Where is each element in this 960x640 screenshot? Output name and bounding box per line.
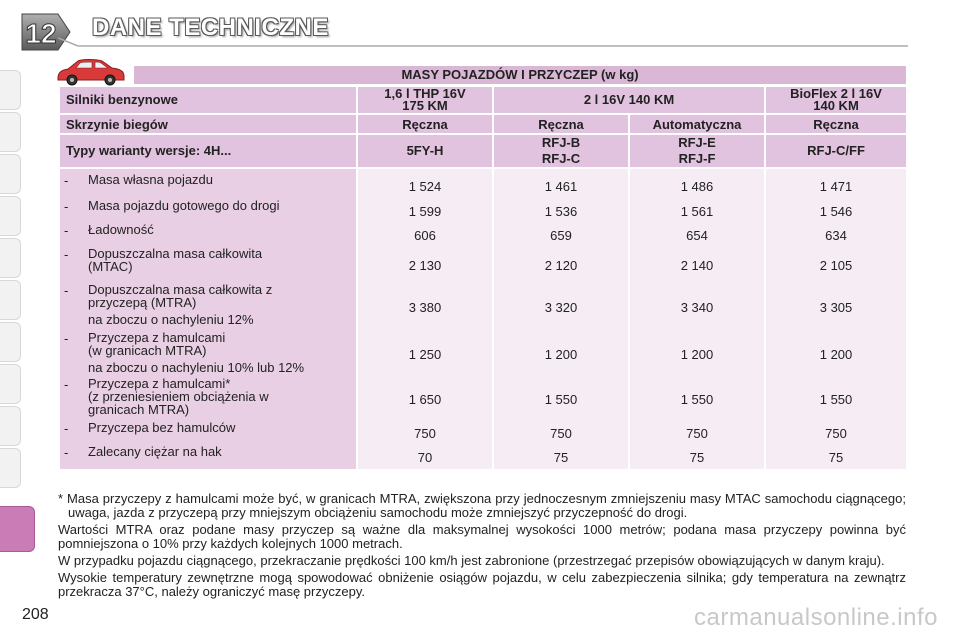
variant-cell: RFJ-E RFJ-F <box>630 135 764 167</box>
row-label <box>60 199 356 223</box>
value-cell: 1 200 <box>544 346 578 362</box>
row-labels-column <box>60 169 356 469</box>
row-dash: - <box>64 421 69 436</box>
table-caption: MASY POJAZDÓW I PRZYCZEP (w kg) <box>134 66 906 84</box>
value-cell: 1 461 <box>544 178 578 194</box>
row-dash: - <box>64 283 69 298</box>
value-cell: 750 <box>825 425 847 441</box>
value-cell: 750 <box>686 425 708 441</box>
value-cell: 1 650 <box>408 391 442 407</box>
row-dash: - <box>64 331 69 346</box>
row-label-text: Dopuszczalna masa całkowita z przyczepą (MTRA) <box>88 282 273 310</box>
chapter-tab[interactable] <box>0 70 21 110</box>
value-cell: 70 <box>417 449 433 465</box>
row-label-text: Masa własna pojazdu <box>88 172 214 187</box>
variant-cell: RFJ-C/FF <box>766 135 906 167</box>
gearbox-row <box>60 115 906 133</box>
values-column-2 <box>630 169 764 469</box>
values-column-0 <box>358 169 492 469</box>
value-cell: 750 <box>550 425 572 441</box>
value-cell: 3 340 <box>680 299 714 315</box>
value-cell: 75 <box>553 449 569 465</box>
value-cell: 606 <box>414 227 436 243</box>
row-dash: - <box>64 445 69 460</box>
value-cell: 75 <box>828 449 844 465</box>
value-cell: 1 550 <box>819 391 853 407</box>
row-label-text: Dopuszczalna masa całkowita (MTAC) <box>88 246 263 274</box>
value-cell: 1 561 <box>680 203 714 219</box>
weights-table <box>58 63 908 471</box>
variant-row <box>60 135 906 167</box>
row-label-text: Masa pojazdu gotowego do drogi <box>88 198 280 213</box>
chapter-tab[interactable] <box>0 196 21 236</box>
value-cell: 634 <box>825 227 847 243</box>
chapter-tab[interactable] <box>0 364 21 404</box>
value-cell: 3 305 <box>819 299 853 315</box>
chapter-tab[interactable] <box>0 238 21 278</box>
gearbox-cell: Automatyczna <box>630 115 764 133</box>
table-body-row <box>60 169 906 469</box>
row-label-text: Przyczepa z hamulcami* (z przeniesieniem obciążenia w granicach MTRA) <box>88 376 269 417</box>
engine-cell: BioFlex 2 l 16V 140 KM <box>766 87 906 113</box>
row-label-extra: na zboczu o nachyleniu 10% lub 12% <box>88 360 305 375</box>
value-cell: 1 471 <box>819 178 853 194</box>
value-cell: 2 140 <box>680 257 714 273</box>
row-dash: - <box>64 377 69 392</box>
value-cell: 3 320 <box>544 299 578 315</box>
gearbox-cell: Ręczna <box>358 115 492 133</box>
chapter-tab[interactable] <box>0 112 21 152</box>
page-title: DANE TECHNICZNE <box>92 14 329 41</box>
chapter-badge-icon <box>18 10 74 54</box>
variant-label: Typy warianty wersje: 4H... <box>60 135 356 167</box>
chapter-tabs <box>0 60 22 580</box>
chapter-badge <box>18 10 74 54</box>
engines-label: Silniki benzynowe <box>60 87 356 113</box>
chapter-number: 12 <box>25 18 57 49</box>
weights-table-wrapper <box>58 63 904 471</box>
engine-cell: 2 l 16V 140 KM <box>494 87 764 113</box>
row-dash: - <box>64 247 69 262</box>
row-dash: - <box>64 223 69 238</box>
chapter-tab[interactable] <box>0 448 21 488</box>
values-column-1 <box>494 169 628 469</box>
value-cell: 659 <box>550 227 572 243</box>
row-label-text: Ładowność <box>88 222 154 237</box>
footnote-asterisk: * Masa przyczepy z hamulcami może być, w granicach MTRA, zwiększona przy jednoczesnym zmniejszeniu masy MTAC samochodu ciągnącego; uwaga, jazda z przyczepą przy mniejszym obciążeniu samochodu może zmniejszyć przyczepność do drogi. <box>58 491 906 520</box>
row-label <box>60 223 356 247</box>
row-label <box>60 421 356 445</box>
value-cell: 2 130 <box>408 257 442 273</box>
row-label-text: Zalecany ciężar na hak <box>88 444 222 459</box>
footnote-paragraph: Wartości MTRA oraz podane masy przyczep są ważne dla maksymalnej wysokości 1000 metrów; podana masa przyczepy powinna być pomniejszona o 10% przy każdych kolejnych 1000 metrach. <box>58 522 906 551</box>
value-cell: 1 536 <box>544 203 578 219</box>
page-number: 208 <box>22 606 49 623</box>
gearbox-cell: Ręczna <box>766 115 906 133</box>
engines-row <box>60 87 906 113</box>
row-label <box>60 331 356 377</box>
row-label <box>60 283 356 331</box>
value-cell: 1 550 <box>680 391 714 407</box>
value-cell: 75 <box>689 449 705 465</box>
footnote-paragraph: Wysokie temperatury zewnętrzne mogą spowodować obniżenie osiągów pojazdu, w celu zabezpieczenia silnika; gdy temperatura na zewnątrz przekracza 37°C, należy ograniczyć masę przyczepy. <box>58 570 906 599</box>
chapter-tab[interactable] <box>0 406 21 446</box>
chapter-tab-active[interactable] <box>0 506 35 552</box>
row-dash: - <box>64 173 69 188</box>
value-cell: 750 <box>414 425 436 441</box>
value-cell: 1 200 <box>680 346 714 362</box>
row-label <box>60 445 356 469</box>
header-divider <box>58 37 908 47</box>
value-cell: 1 599 <box>408 203 442 219</box>
value-cell: 1 524 <box>408 178 442 194</box>
row-label-text: Przyczepa z hamulcami (w granicach MTRA) <box>88 330 226 358</box>
gearbox-cell: Ręczna <box>494 115 628 133</box>
row-label <box>60 377 356 421</box>
value-cell: 1 486 <box>680 178 714 194</box>
engine-cell: 1,6 l THP 16V 175 KM <box>358 87 492 113</box>
value-cell: 1 550 <box>544 391 578 407</box>
watermark: carmanualsonline.info <box>694 604 938 631</box>
gearbox-label: Skrzynie biegów <box>60 115 356 133</box>
value-cell: 2 120 <box>544 257 578 273</box>
row-label-extra: na zboczu o nachyleniu 12% <box>88 312 254 327</box>
values-column-3 <box>766 169 906 469</box>
chapter-tab[interactable] <box>0 280 21 320</box>
variant-cell: 5FY-H <box>358 135 492 167</box>
footnotes <box>58 492 906 602</box>
value-cell: 1 200 <box>819 346 853 362</box>
chapter-tab[interactable] <box>0 154 21 194</box>
row-label <box>60 173 356 199</box>
value-cell: 1 546 <box>819 203 853 219</box>
value-cell: 3 380 <box>408 299 442 315</box>
row-label <box>60 247 356 283</box>
value-cell: 2 105 <box>819 257 853 273</box>
chapter-tab[interactable] <box>0 322 21 362</box>
value-cell: 1 250 <box>408 346 442 362</box>
row-dash: - <box>64 199 69 214</box>
variant-cell: RFJ-B RFJ-C <box>494 135 628 167</box>
value-cell: 654 <box>686 227 708 243</box>
footnote-paragraph: W przypadku pojazdu ciągnącego, przekraczanie prędkości 100 km/h jest zabronione (przestrzegać przepisów obowiązujących w danym kraju). <box>58 553 885 568</box>
row-label-text: Przyczepa bez hamulców <box>88 420 236 435</box>
